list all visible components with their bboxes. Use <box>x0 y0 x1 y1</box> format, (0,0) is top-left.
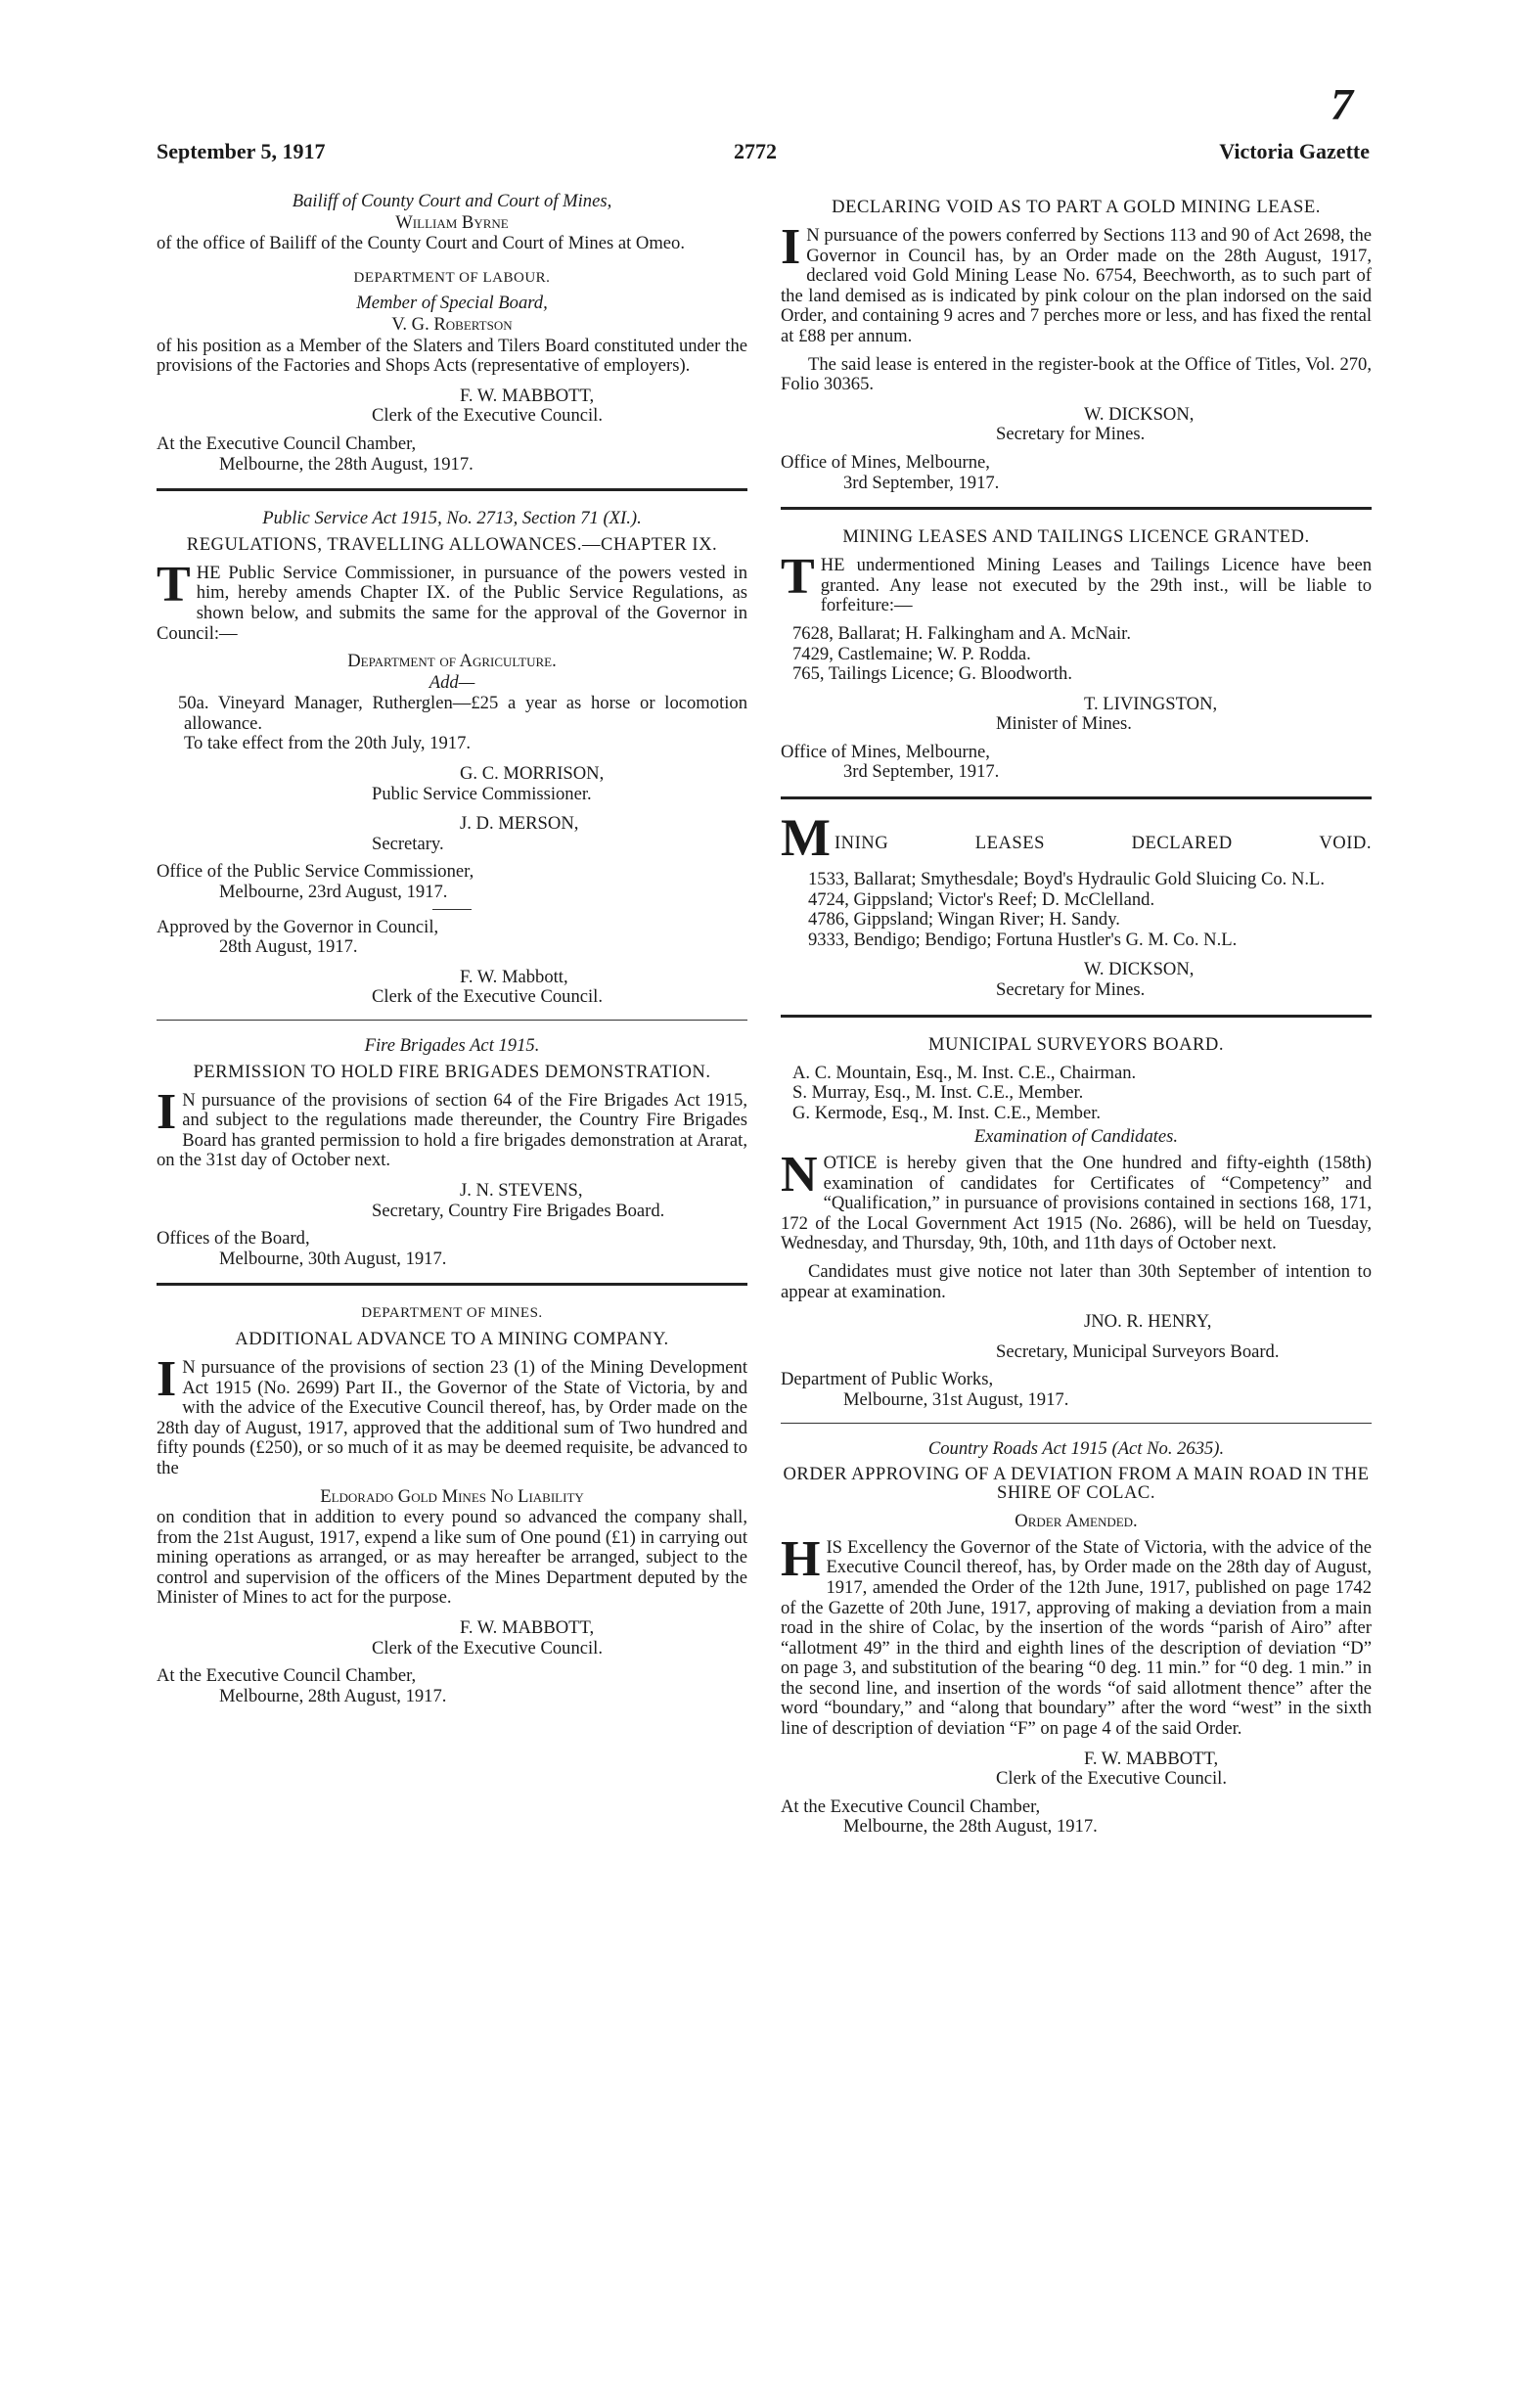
text-line: Office of Mines, Melbourne, <box>781 451 990 473</box>
place-date-block <box>781 743 1372 783</box>
text-line: ORDER APPROVING OF A DEVIATION FROM A MAIN ROAD IN THE SHIRE OF COLAC. <box>783 1464 1370 1504</box>
place-date-block <box>157 1666 747 1706</box>
text-line: N pursuance of the provisions of section 64 of the Fire Brigades Act 1915, and subject to the regulations made thereunder, the Country Fire Brigades Board has granted permission to hold a fire brigades demonstration at Ararat, on the 31st day of October next. <box>157 1089 747 1171</box>
text-line: Office of the Public Service Commissioner, <box>157 861 474 883</box>
text-line: Melbourne, the 28th August, 1917. <box>843 1816 1098 1838</box>
short-divider <box>432 909 472 910</box>
text-line: V. G. Robertson <box>391 313 513 335</box>
text-line: 7628, Ballarat; H. Falkingham and A. McNair. <box>792 622 1131 644</box>
signature-block <box>157 764 747 804</box>
text-line: VOID. <box>1319 833 1372 854</box>
text-line: 9333, Bendigo; Bendigo; Fortuna Hustler's G. M. Co. N.L. <box>808 929 1238 950</box>
text-line: Melbourne, 31st August, 1917. <box>843 1388 1069 1410</box>
notice-heading <box>157 1330 747 1348</box>
text-line: on condition that in addition to every pound so advanced the company shall, from the 21st August, 1917, expend a like sum of One pound (£1) in carrying out mining operations as arranged, or as may hereafter be arranged, subject to the control and supervision of the officers of the Mines Department deputed by the Minister of Mines to act for the purpose. <box>157 1507 747 1609</box>
text-line: W. DICKSON, <box>1084 959 1195 980</box>
text-line: W. DICKSON, <box>1084 403 1195 425</box>
small-caps-line <box>157 213 747 234</box>
place-date-block <box>781 453 1372 493</box>
text-line: Secretary for Mines. <box>996 979 1146 1001</box>
notice-heading <box>781 808 1372 868</box>
text-line: 4786, Gippsland; Wingan River; H. Sandy. <box>808 909 1120 931</box>
text-line: MINING LEASES AND TAILINGS LICENCE GRANTED. <box>842 526 1310 548</box>
text-line: Member of Special Board, <box>356 293 548 314</box>
page-header <box>157 139 1370 168</box>
notice-body <box>157 1350 747 1479</box>
drop-cap: T <box>157 556 191 613</box>
left-column <box>157 192 747 1712</box>
department-heading <box>157 268 747 289</box>
text-line: Add— <box>429 671 475 693</box>
text-line: Secretary, Municipal Surveyors Board. <box>996 1340 1280 1362</box>
text-line: 765, Tailings Licence; G. Bloodworth. <box>792 663 1072 685</box>
text-line: Candidates must give notice not later than 30th September of intention to appear at examination. <box>781 1260 1372 1302</box>
place-date-block <box>157 1229 747 1269</box>
text-line: Approved by the Governor in Council, <box>157 916 439 937</box>
text-line: HE undermentioned Mining Leases and Tailings Licence have been granted. Any lease not executed by the 29th inst., will be liable to forfeiture:— <box>820 555 1372 616</box>
publication-title: Victoria Gazette <box>1219 139 1370 163</box>
text-line: of his position as a Member of the Slaters and Tilers Board constituted under the provisions of the Factories and Shops Acts (representative of employers). <box>157 335 747 377</box>
text-line: T. LIVINGSTON, <box>1084 693 1218 714</box>
text-line: 3rd September, 1917. <box>843 761 1000 783</box>
signature-block <box>781 695 1372 735</box>
text-line: JNO. R. HENRY, <box>1084 1311 1212 1333</box>
place-date-block <box>781 1370 1372 1410</box>
notice-body <box>781 219 1372 347</box>
section-divider <box>157 1020 747 1021</box>
text-line: G. Kermode, Esq., M. Inst. C.E., Member. <box>792 1102 1102 1123</box>
italic-subheading <box>157 192 747 212</box>
text-line: 1533, Ballarat; Smythesdale; Boyd's Hydraulic Gold Sluicing Co. N.L. <box>808 869 1326 890</box>
text-line: G. C. MORRISON, <box>460 763 605 785</box>
signature-block <box>781 1342 1372 1363</box>
paragraph <box>157 337 747 377</box>
text-line: S. Murray, Esq., M. Inst. C.E., Member. <box>792 1082 1084 1104</box>
drop-cap: I <box>157 1350 177 1407</box>
notice-body <box>157 556 747 644</box>
text-line: J. N. STEVENS, <box>460 1179 583 1201</box>
signature-block <box>157 814 747 854</box>
signature-block <box>157 1181 747 1221</box>
text-line: The said lease is entered in the register-book at the Office of Titles, Vol. 270, Folio 30365. <box>781 353 1372 395</box>
list-entry <box>781 870 1372 890</box>
notice-heading <box>781 527 1372 546</box>
text-line: Melbourne, 23rd August, 1917. <box>219 882 448 903</box>
section-divider <box>781 507 1372 510</box>
text-line: Clerk of the Executive Council. <box>372 986 603 1008</box>
text-line: Eldorado Gold Mines No Liability <box>320 1485 584 1507</box>
text-line: Clerk of the Executive Council. <box>372 405 603 427</box>
signature-block <box>781 960 1372 1000</box>
text-line: N pursuance of the provisions of section 23 (1) of the Mining Development Act 1915 (No. 2699) Part II., the Governor of the State of Victoria, by and with the advice of the Executive Council thereof, has, by Order made on the 28th day of August, 1917, approved that the additional sum of Two hundred and fifty pounds (£250), or so much of it as may be deemed requisite, be advanced to the <box>157 1356 747 1478</box>
list-entry <box>781 910 1372 931</box>
drop-cap: N <box>781 1147 818 1203</box>
signature-block <box>781 1749 1372 1790</box>
place-date-block <box>781 1797 1372 1838</box>
small-caps-line <box>781 1512 1372 1532</box>
text-line: DECLARED <box>1131 833 1233 854</box>
drop-cap: I <box>781 219 801 275</box>
text-line: Examination of Candidates. <box>973 1126 1179 1148</box>
notice-heading <box>781 1035 1372 1054</box>
text-line: A. C. Mountain, Esq., M. Inst. C.E., Chairman. <box>792 1062 1137 1083</box>
text-line: OTICE is hereby given that the One hundred and fifty-eighth (158th) examination of candidates for Certificates of “Competency” and “Qualification,” in pursuance of provisions contained in sections 168, 171, 172 of the Local Government Act 1915 (No. 2686), will be held on Tuesday, Wednesday, and Thursday, 9th, 10th, and 11th days of October next. <box>781 1153 1372 1254</box>
signature-block <box>157 968 747 1008</box>
name-list <box>781 1064 1372 1124</box>
text-line: Secretary. <box>372 833 444 854</box>
text-line: Bailiff of County Court and Court of Mines, <box>292 191 612 211</box>
text-line: Country Roads Act 1915 (Act No. 2635). <box>927 1437 1225 1459</box>
text-line: Melbourne, the 28th August, 1917. <box>219 453 474 475</box>
text-line: F. W. MABBOTT, <box>1084 1748 1219 1769</box>
signature-block <box>781 405 1372 445</box>
text-line: At the Executive Council Chamber, <box>157 1665 417 1687</box>
paragraph <box>781 355 1372 395</box>
name-list <box>781 624 1372 685</box>
signature-block <box>157 386 747 427</box>
text-line: 7429, Castlemaine; W. P. Rodda. <box>792 643 1031 664</box>
text-line: 28th August, 1917. <box>219 936 358 958</box>
place-date-block <box>157 918 747 958</box>
text-line: Secretary for Mines. <box>996 424 1146 445</box>
issue-date: September 5, 1917 <box>157 139 326 163</box>
list-entry <box>157 734 747 754</box>
notice-body <box>781 549 1372 616</box>
text-line: of the office of Bailiff of the County Court and Court of Mines at Omeo. <box>157 233 685 254</box>
text-line: DEPARTMENT OF MINES. <box>361 1305 543 1322</box>
section-divider <box>781 1423 1372 1424</box>
text-line: INING <box>834 833 889 854</box>
list-entry <box>781 931 1372 951</box>
page-number: 2772 <box>734 139 777 163</box>
text-line: 4724, Gippsland; Victor's Reef; D. McClelland. <box>808 888 1155 910</box>
handwritten-page-mark: 7 <box>1331 79 1353 129</box>
notice-body <box>781 1147 1372 1254</box>
text-line: Public Service Commissioner. <box>372 783 592 804</box>
italic-subheading <box>157 294 747 314</box>
text-line: J. D. MERSON, <box>460 813 579 835</box>
text-line: Public Service Act 1915, No. 2713, Section 71 (XI.). <box>262 508 642 529</box>
text-line: Secretary, Country Fire Brigades Board. <box>372 1200 665 1221</box>
text-line: Minister of Mines. <box>996 713 1132 735</box>
small-caps-line <box>157 652 747 672</box>
text-line: Office of Mines, Melbourne, <box>781 741 990 762</box>
small-caps-line <box>157 315 747 336</box>
notice-heading <box>781 198 1372 216</box>
text-line: 50a. Vineyard Manager, Rutherglen—£25 a year as horse or locomotion allowance. <box>178 693 747 734</box>
text-line: Fire Brigades Act 1915. <box>364 1035 540 1056</box>
paragraph <box>781 1262 1372 1302</box>
drop-cap: M <box>781 808 831 868</box>
text-line: Melbourne, 30th August, 1917. <box>219 1248 447 1269</box>
drop-cap: I <box>157 1083 177 1140</box>
paragraph <box>157 1508 747 1609</box>
text-line: William Byrne <box>395 211 509 233</box>
italic-subheading <box>157 509 747 529</box>
place-date-block <box>157 434 747 475</box>
text-line: F. W. Mabbott, <box>460 966 568 987</box>
text-line: Department of Public Works, <box>781 1369 994 1390</box>
text-line: At the Executive Council Chamber, <box>157 432 417 454</box>
paragraph <box>157 234 747 254</box>
text-line: DECLARING VOID AS TO PART A GOLD MINING LEASE. <box>832 197 1321 217</box>
italic-subheading <box>781 1127 1372 1148</box>
drop-cap: H <box>781 1530 821 1587</box>
list-entry <box>157 694 747 734</box>
text-line: DEPARTMENT OF LABOUR. <box>353 269 551 286</box>
section-divider <box>157 488 747 491</box>
notice-heading <box>781 1465 1372 1502</box>
signature-block <box>157 1618 747 1658</box>
small-caps-line <box>157 1487 747 1508</box>
text-line: Offices of the Board, <box>157 1228 310 1249</box>
text-line: REGULATIONS, TRAVELLING ALLOWANCES.—CHAPTER IX. <box>186 533 718 555</box>
section-divider <box>157 1283 747 1286</box>
text-line: LEASES <box>974 833 1045 854</box>
text-line: F. W. MABBOTT, <box>460 385 595 406</box>
text-line: IS Excellency the Governor of the State of Victoria, with the advice of the Executive Council thereof, has, by Order made on the 28th day of August, 1917, amended the Order of the 12th June, 1917, published on page 1742 of the Gazette of 20th June, 1917, approving of making a deviation from a main road in the shire of Colac, by the insertion of the words “parish of Airo” after “allotment 49” in the third and eighth lines of the description of deviation “D” on page 3, and substitution of the bearing “0 deg. 11 min.” for “0 deg. 1 min.” in the second line, and insertion of the words “of said allotment thence” after the word “boundary,” and “along that boundary” after the word “west” in the sixth line of description of deviation “F” on page 4 of the said Order. <box>781 1536 1372 1740</box>
notice-heading <box>157 535 747 554</box>
italic-subheading <box>157 1036 747 1057</box>
text-line: Clerk of the Executive Council. <box>372 1637 603 1658</box>
notice-heading <box>157 1063 747 1081</box>
text-line: Order Amended. <box>1015 1511 1138 1532</box>
text-line: ADDITIONAL ADVANCE TO A MINING COMPANY. <box>235 1328 669 1349</box>
text-line: Melbourne, 28th August, 1917. <box>219 1685 447 1706</box>
place-date-block <box>157 862 747 902</box>
text-line: PERMISSION TO HOLD FIRE BRIGADES DEMONSTRATION. <box>193 1061 711 1082</box>
right-column <box>781 192 1372 1843</box>
text-line: Clerk of the Executive Council. <box>996 1768 1227 1790</box>
text-line: 3rd September, 1917. <box>843 472 1000 493</box>
notice-body <box>157 1083 747 1171</box>
text-line: At the Executive Council Chamber, <box>781 1795 1041 1817</box>
text-line: HE Public Service Commissioner, in pursuance of the powers vested in him, hereby amends Chapter IX. of the Public Service Regulations, as shown below, and submits the same for the approval of the Governor in Council:— <box>157 562 747 644</box>
notice-body <box>781 1530 1372 1740</box>
list-entry <box>781 890 1372 911</box>
text-line: To take effect from the 20th July, 1917. <box>184 733 472 754</box>
signature-block <box>781 1312 1372 1333</box>
text-line: F. W. MABBOTT, <box>460 1617 595 1639</box>
department-heading <box>157 1303 747 1324</box>
text-line: Department of Agriculture. <box>347 651 557 672</box>
text-line: MUNICIPAL SURVEYORS BOARD. <box>927 1033 1224 1055</box>
section-divider <box>781 796 1372 799</box>
italic-subheading <box>157 673 747 694</box>
drop-cap: T <box>781 549 815 606</box>
italic-subheading <box>781 1439 1372 1460</box>
text-line: N pursuance of the powers conferred by Sections 113 and 90 of Act 2698, the Governor in Council has, by an Order made on the 28th August, 1917, declared void Gold Mining Lease No. 6754, Beechworth, as to such part of the land demised as is indicated by pink colour on the plan indorsed on the said Order, and containing 9 acres and 7 perches more or less, and has fixed the rental at £88 per annum. <box>781 225 1372 346</box>
section-divider <box>781 1015 1372 1018</box>
